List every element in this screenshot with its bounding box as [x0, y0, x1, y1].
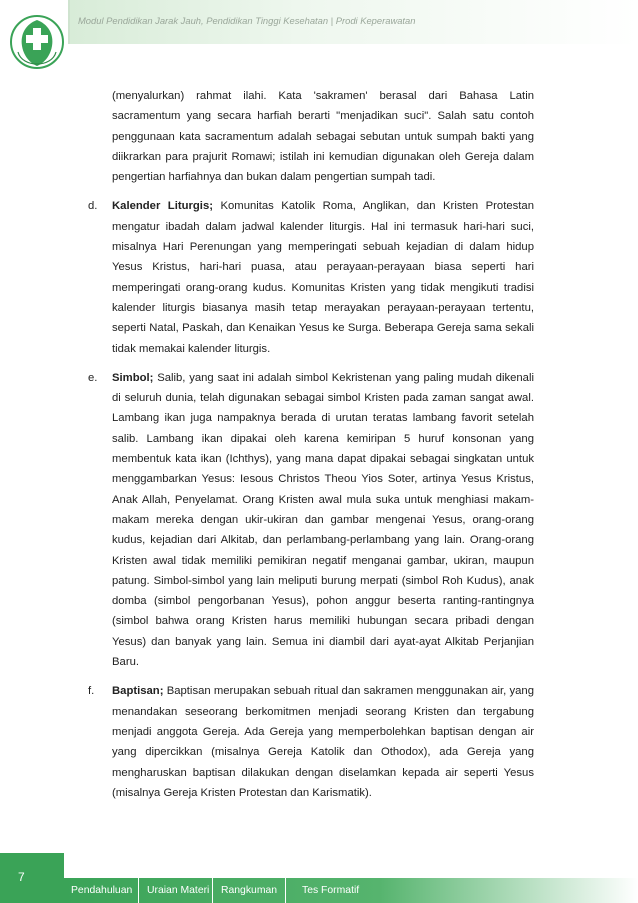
document-body [88, 86, 534, 803]
nav-tes-formatif[interactable]: Tes Formatif [302, 885, 360, 896]
list-marker: d. [88, 200, 98, 213]
list-item-body [112, 368, 534, 672]
bakti-husada-logo [6, 6, 68, 82]
term-text: Baptisan merupakan sebuah ritual dan sakramen menggunakan air, yang menandakan seseorang berkomitmen menjadi seorang Kristen dan tergabung menjadi anggota Gereja. Ada Gereja yang memperbolehkan baptisan dengan air yang dipercikkan (misalnya Gereja Katolik dan Othodox), ada Gereja yang mengharuskan baptisan dilakukan dengan diselamkan kepada air seperti Yesus (misalnya Gereja Kristen Protestan dan Karismatik). [112, 685, 534, 799]
nav-divider [138, 878, 139, 903]
term-text: Salib, yang saat ini adalah simbol Kekristenan yang paling mudah dikenali di seluruh dunia, telah digunakan sebagai simbol Kristen pada zaman sangat awal. Lambang ikan juga nampaknya berada di urutan teratas lambang favorit setelah salib. Lambang ikan dipakai oleh karena kemiripan 5 huruf konsonan yang membentuk kata ikan (Ichthys), yang mana dapat dipakai sebagai singkatan untuk menggambarkan Yesus: Iesous Christos Theou Yios Soter, artinya Yesus Kristus, Anak Allah, Penyelamat. Orang Kristen awal mula suka untuk menghiasi makam-makam mereka dengan ukir-ukiran dan gambar mengenai Yesus, orang-orang kudus, kejadian dari Alkitab, dan perlambang-perlambang yang lain. Orang-orang Kristen awal tidak memiliki pemikiran negatif menganai gambar, ukiran, maupun patung. Simbol-simbol yang lain meliputi burung merpati (simbol Roh Kudus), anak domba (simbol pengorbanan Yesus), pohon anggur beserta ranting-rantingnya (simbol bahwa orang Kristen harus memiliki hubungan secara pribadi dengan Yesus) dan banyak yang lain. Semua ini diambil dari ayat-ayat Alkitab Perjanjian Baru. [112, 371, 534, 669]
list-item-baptisan [88, 681, 534, 803]
footer-nav-bar [64, 878, 638, 903]
list-marker: e. [88, 371, 98, 384]
list-item-body [112, 196, 534, 358]
intro-paragraph: (menyalurkan) rahmat ilahi. Kata 'sakramen' berasal dari Bahasa Latin sacramentum yang secara harfiah berarti "menjadikan suci". Salah satu contoh penggunaan kata sacramentum adalah sebagai sebutan untuk sumpah bakti yang diikrarkan para prajurit Romawi; istilah ini kemudian digunakan oleh Gereja dalam pengertian harfiahnya dan bukan dalam pengertian sumpah tadi. [112, 90, 534, 184]
nav-divider [285, 878, 286, 903]
nav-uraian-materi[interactable]: Uraian Materi [147, 885, 210, 896]
term-text: Komunitas Katolik Roma, Anglikan, dan Kristen Protestan mengatur ibadah dalam jadwal kalender liturgis. Hal ini termasuk hari-hari suci, misalnya Hari Perenungan yang memperingati sebuah kejadian di dalam hidup Yesus Kristus, hari-hari puasa, atau perayaan-perayaan biasa seperti hari memperingati orang-orang kudus. Komunitas Kristen yang tidak mengikuti tradisi kalender liturgis biasanya masih tetap merayakan perayaan-perayaan tertentu, seperti Natal, Paskah, dan Kenaikan Yesus ke Surga. Beberapa Gereja sama sekali tidak memakai kalender liturgis. [112, 200, 534, 355]
page-number-box [0, 853, 64, 903]
page-number: 7 [18, 870, 25, 884]
list-marker: f. [88, 685, 95, 698]
term-heading: Kalender Liturgis; [112, 200, 213, 213]
nav-rangkuman[interactable]: Rangkuman [221, 885, 278, 896]
header-title: Modul Pendidikan Jarak Jauh, Pendidikan Tinggi Kesehatan | Prodi Keperawatan [78, 15, 416, 26]
page-header [0, 0, 638, 44]
list-item-body [112, 681, 534, 803]
term-heading: Baptisan; [112, 685, 164, 698]
list-item-kalender-liturgis [88, 196, 534, 358]
nav-pendahuluan[interactable]: Pendahuluan [71, 885, 133, 896]
page-footer [0, 853, 638, 903]
nav-divider [212, 878, 213, 903]
list-item-simbol [88, 368, 534, 672]
term-heading: Simbol; [112, 371, 154, 384]
